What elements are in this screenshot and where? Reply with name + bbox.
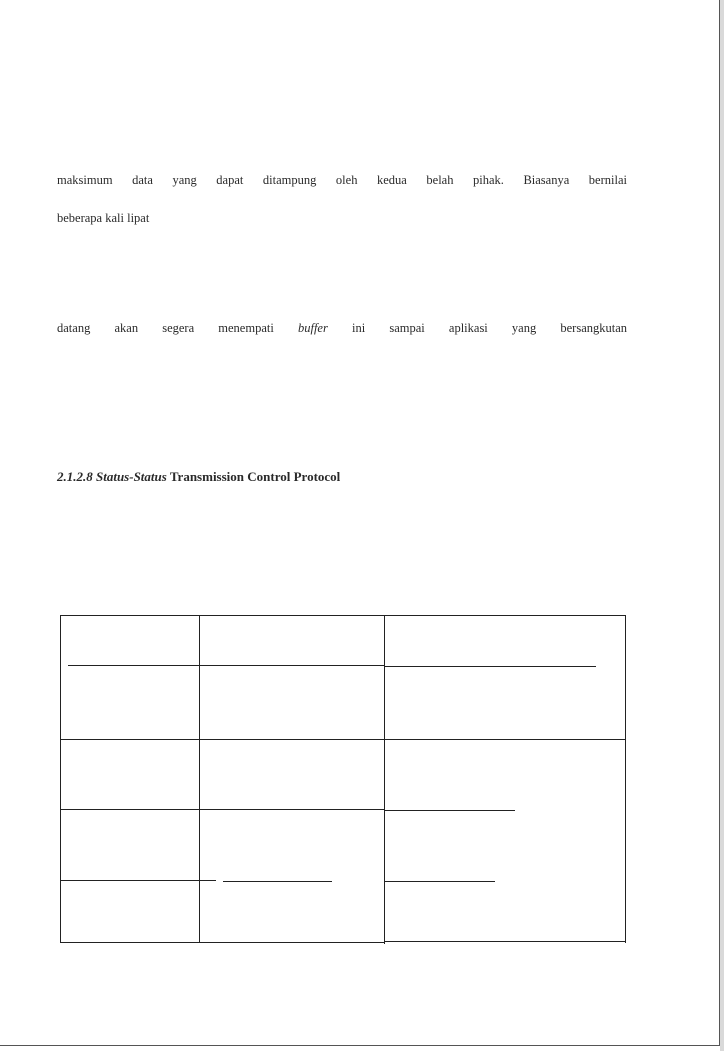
section-heading: [57, 469, 340, 485]
page-edge-bottom: [0, 1045, 720, 1046]
paragraph-2-text-before: datang akan segera menempati: [57, 321, 274, 335]
paragraph-2-line-1: [57, 320, 627, 336]
section-heading-italic: Status-Status: [96, 469, 167, 484]
table-rule-row-1b: [385, 666, 596, 667]
table-rule-row-3b: [384, 810, 515, 811]
table-rule-row-4c: [384, 881, 495, 882]
table-border-bottom-b: [385, 941, 626, 942]
paragraph-2-text-after: ini sampai aplikasi yang bersangkutan: [352, 321, 628, 335]
paragraph-1-line-1: maksimum data yang dapat ditampung oleh kedua belah pihak. Biasanya bernilai: [57, 173, 627, 187]
table-border-left: [60, 615, 61, 943]
table-rule-row-2: [60, 739, 626, 740]
paragraph-1-line-2: beberapa kali lipat: [57, 211, 150, 225]
table-border-bottom-a: [60, 942, 385, 943]
table-border-top: [60, 615, 626, 616]
table-border-right: [625, 615, 626, 943]
section-heading-rest: Transmission Control Protocol: [169, 469, 341, 484]
section-number: 2.1.2.8: [57, 469, 93, 484]
table-rule-row-1a: [68, 665, 385, 666]
paragraph-2-italic-word: buffer: [297, 321, 328, 335]
table-rule-row-3a: [60, 809, 385, 810]
page-shadow: [720, 0, 724, 1051]
table-rule-row-4a: [60, 880, 216, 881]
table-rule-row-4b: [223, 881, 332, 882]
